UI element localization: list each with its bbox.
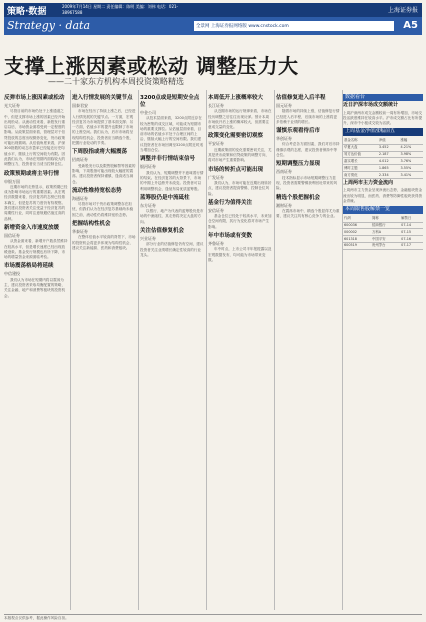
table-cell: 中国平安 <box>371 236 400 243</box>
article-body: 尽管目前的市场仍处于上涨通道之中，但是支撑市场上涨的因素已经开始出现松动。从流动性来看，新股发行重启以后，市场资金面将受到一定程度的影响。从政策层面来看，管理层对于信贷投放的态度出现微妙变化，货币政策可能出现微调。从估值角度来看，沪深300指数的动态市盈率已经接近历史均值水平，继续上行的空间较为有限。因此我们认为，市场在短期内面临较大的调整压力，投资者应当适当控制仓位。 <box>4 109 66 167</box>
table-row <box>343 243 423 250</box>
article-column <box>4 92 68 612</box>
article-title: 年中市场或有变数 <box>208 233 253 240</box>
article-body: 从资金面来看，新增开户数虽然维持在较高水平，但是增长速度已经出现放缓迹象。基金发行规模也有所下降，市场的增量资金来源面临考验。 <box>4 239 68 260</box>
article-title: 精选个股把握机会 <box>276 194 321 201</box>
article-body: 以银行、地产为代表的蓝筹股仍是市场的中流砥柱，其走势将决定大盘的方向。 <box>140 209 204 224</box>
table-row <box>343 172 423 179</box>
table-cell: 招商银行 <box>371 222 400 229</box>
table-cell: 07-16 <box>400 236 423 243</box>
table-row <box>343 144 423 151</box>
data-sidebar <box>343 92 423 612</box>
table-cell: 华夏大盘 <box>343 144 378 151</box>
article-title: 调整并非行情结束信号 <box>140 156 196 163</box>
article-title: 流动性维持宽松态势 <box>72 187 122 194</box>
article-source: 国泰君安 <box>72 103 88 108</box>
table-row <box>343 236 423 243</box>
article-body: 市场在经历了持续上涨之后，已经进入行情发展的关键节点。一方面，宏观经济复苏为市场提供了基本面支撑；另一方面，估值水平的提升也限制了市场的上涨空间。我们认为，后市市场将呈现结构性机会，投资者应当精选个股，把握行业轮动的节奏。 <box>72 109 136 146</box>
table-row <box>343 158 423 165</box>
sidebar-text: 上周两市主力资金呈现净流出态势，金融板块资金流出较为明显，而医药、消费等防御性板块获得资金青睐。 <box>343 188 423 204</box>
article-body: 尽管市场对于货币政策调整存在担忧，但我们认为在经济复苏基础尚未稳固之前，流动性仍将维持宽松态势。 <box>72 202 134 217</box>
table-cell: 4.21% <box>399 144 423 151</box>
article-source: 平安证券 <box>208 141 224 147</box>
article-title: 谨慎乐观看待后市 <box>276 128 321 135</box>
article-source: 华泰证券 <box>72 229 88 235</box>
page-number: A5 <box>403 20 418 31</box>
column-rule <box>138 90 139 610</box>
article-title: 政策变化需要密切观察 <box>208 133 264 140</box>
table-cell: 解禁日 <box>400 216 423 222</box>
article-column <box>72 92 136 612</box>
table-cell: 07-17 <box>400 243 423 250</box>
article-body: 近期政策面的变化需要密切关注，尤其是货币政策和信贷政策的调整方向，将对市场产生重要影响。 <box>208 147 272 163</box>
table-cell: 贵州茅台 <box>371 243 400 250</box>
article-source: 东方证券 <box>140 202 156 208</box>
article-title: 关注估值修复机会 <box>140 228 185 235</box>
sidebar-heading: 上周两市主力资金流向 <box>343 180 394 187</box>
page-headline: 支撑上涨因素或松动 调整压力大 <box>4 54 299 78</box>
table-cell: 3.76% <box>399 158 423 165</box>
article-source: 安信证券 <box>208 207 224 213</box>
table-cell: 2.334 <box>378 172 400 179</box>
article-title: 估值修复进入后半程 <box>276 95 326 101</box>
table-row <box>343 165 423 172</box>
sidebar-text: 上周沪深两市成交金额较前一周有所增加，市场交投活跃度维持在较高水平。沪市成交额占比有所提升，深市中小板成交较为活跃。 <box>343 110 423 126</box>
article-body: 从技术层面来看，3200点附近存在较为密集的成交区域，可能成为短期市场的重要支撑位。从估值层面来看，目前市场的估值水平处于合理区间的上沿，继续大幅上行的空间有限。我们建议投资者在市场回调至3200点附近时适当增加仓位。 <box>140 116 204 153</box>
article-body: 部分行业的估值修复仍有空间，建议投资者关注业绩增长确定性较高的行业龙头。 <box>140 242 204 257</box>
article-body: 近期市场的走势显示，政策预期已经成为影响市场运行的重要因素。从宏观经济数据来看，经济复苏的态势已经基本确立，但是复苏的力度仍有待观察。我们建议投资者关注受益于经济复苏的周期性行业，同时注意规避估值过高的品种。 <box>4 184 68 221</box>
table-cell: 601318 <box>343 236 371 243</box>
article-title: 把握结构性机会 <box>72 221 111 228</box>
article-source: 中金公司 <box>140 110 156 115</box>
article-body: 我们认为，市场可能在近期出现转折点，建议投资者提高警惕，控制仓位风险。 <box>208 180 272 196</box>
article-title: 市场的转折点可能出现 <box>208 166 264 173</box>
table-cell: 2.187 <box>378 151 400 158</box>
article-column <box>140 92 204 612</box>
table-cell: 代码 <box>343 216 371 222</box>
table-row <box>343 151 423 158</box>
article-source: 湘财证券 <box>276 202 292 208</box>
table-cell: 涨幅 <box>399 138 423 144</box>
sidebar-tag: 本周限售股解禁一览 <box>343 206 423 213</box>
article-title: 短期调整压力显现 <box>276 161 321 168</box>
article-source: 齐鲁证券 <box>208 241 224 247</box>
table-cell: 000002 <box>343 229 371 236</box>
table-cell: 嘉实增长 <box>343 158 378 165</box>
masthead-bottom-bar <box>4 17 422 35</box>
article-body: 我们认为，短期调整并不意味着行情的结束。在经济复苏的大背景下，市场的中期上升趋势并未改变。投资者可以利用调整机会，逢低布局优质蓝筹股。 <box>140 170 204 191</box>
article-body: 在震荡市场中，精选个股显得尤为重要，建议关注具有核心竞争力的企业。 <box>276 208 340 219</box>
article-source: 国元证券 <box>276 103 292 108</box>
issue-meta: 2009年7月14日 星期二 责任编辑：陈明 美编：刘伟 电话：021-38967588 <box>62 4 178 15</box>
article-column <box>276 92 340 612</box>
article-column <box>208 92 272 612</box>
page-subheadline: ——二十家东方机构本周投资策略精选 <box>48 77 184 86</box>
article-source: 国信证券 <box>4 232 20 238</box>
article-title: 新增资金入市速度放缓 <box>4 224 60 231</box>
table-cell: 3.452 <box>378 144 400 151</box>
article-body: 基金仓位已经处于较高水平，未来加仓空间有限，其行为变化将对市场产生影响。 <box>208 214 272 229</box>
column-rule <box>274 90 275 610</box>
article-title: 政策预期或将主导行情 <box>4 170 60 177</box>
table-cell: 4.012 <box>378 158 400 165</box>
sidebar-tag: 数据看台 <box>343 94 423 101</box>
sidebar-tag: 上周基金净值涨幅前五 <box>343 128 423 135</box>
article-body: 受新股发行以及限售股解禁等因素的影响，下周股指可能出现较大幅度的震荡。建议投资者保持谨慎，逢高适当减仓。 <box>72 163 136 184</box>
article-body: 年中时点，上市公司半年报披露以及宏观数据发布，均可能为市场带来变数。 <box>208 247 272 262</box>
article-source: 申银万国 <box>4 178 20 184</box>
article-source: 西南证券 <box>276 169 292 175</box>
table-cell: 3.55% <box>399 165 423 172</box>
masthead <box>4 3 422 45</box>
table-cell: 简称 <box>371 216 400 222</box>
article-source: 兴业证券 <box>140 236 156 242</box>
unlock-table <box>343 216 423 250</box>
article-title: 本周低开上涨概率较大 <box>208 95 264 101</box>
article-source: 长江证券 <box>208 103 224 108</box>
column-rule <box>206 90 207 610</box>
table-cell: 南方绩优 <box>343 172 378 179</box>
table-row <box>343 229 423 236</box>
table-cell: 易方达价值 <box>343 151 378 158</box>
article-title: 蓝筹股仍是中流砥柱 <box>140 194 190 201</box>
article-body: 从近期市场的运行规律来看，市场在经历调整之后往往出现反弹。预计本周市场低开后上涨的概率较大，但需要注意成交量的变化。 <box>208 109 272 130</box>
article-title: 市场震荡格局将延续 <box>4 263 54 270</box>
sidebar-heading: 近日沪深市场成交额统计 <box>343 102 399 109</box>
article-source: 光大证券 <box>4 103 20 108</box>
table-cell: 万科A <box>371 229 400 236</box>
article-source: 华创证券 <box>276 136 292 142</box>
table-cell: 07-15 <box>400 229 423 236</box>
section-en: Strategy · data <box>7 19 91 32</box>
article-source: 中信建投 <box>4 271 20 277</box>
page-footer: 本版观点仅供参考，据此操作风险自担。 <box>4 614 422 620</box>
article-body: 随着市场的持续上涨，估值修复行情已经进入后半程，后续市场的上涨将更多依赖于业绩的增长。 <box>276 109 340 124</box>
table-cell: 1.865 <box>378 165 400 172</box>
masthead-top-bar <box>4 3 422 17</box>
article-title: 下周股指或将大幅震荡 <box>72 149 128 156</box>
article-title: 进入行情发展的关键节点 <box>72 95 133 101</box>
article-body: 综合考虑各方面因素，我们对后市持谨慎乐观的态度，建议投资者保持中等仓位。 <box>276 142 340 158</box>
web-banner[interactable]: 全景网 上海证券报网络版 www.cnstock.com <box>194 21 394 31</box>
article-source: 招商证券 <box>72 157 88 163</box>
column-rule <box>70 90 71 610</box>
article-body: 技术指标显示市场短期调整压力显现，投资者需要警惕获利回吐带来的风险。 <box>276 175 338 191</box>
article-source: 海通证券 <box>72 195 88 201</box>
article-source: 广发证券 <box>208 174 224 180</box>
table-cell: 600519 <box>343 243 371 250</box>
article-title: 反弹市场上涨因素或松动 <box>4 95 65 101</box>
table-cell: 净值 <box>378 138 400 144</box>
table-cell: 07-14 <box>400 222 423 229</box>
article-body: 在整体估值水平较高的背景下，市场的投资机会将更多体现为结构性机会，建议关注新能源、医药和消费板块。 <box>72 235 136 250</box>
paper-name: 上海证券报 <box>387 7 418 14</box>
section-title: 策略·数据 <box>7 7 47 17</box>
table-row <box>343 222 423 229</box>
article-title: 3200点或是短期安全点位 <box>140 95 200 108</box>
fund-table <box>343 138 423 179</box>
table-cell: 600036 <box>343 222 371 229</box>
table-cell: 3.98% <box>399 151 423 158</box>
table-cell: 3.41% <box>399 172 423 179</box>
table-cell: 博时主题 <box>343 165 378 172</box>
article-body: 我们认为市场在短期内将以震荡为主，建议投资者采取均衡配置的策略，关注金融、地产和消费等板块的投资机会。 <box>4 277 66 298</box>
article-title: 基金行为值得关注 <box>208 199 253 206</box>
article-source: 银河证券 <box>140 164 156 170</box>
table-cell: 基金名称 <box>343 138 378 144</box>
